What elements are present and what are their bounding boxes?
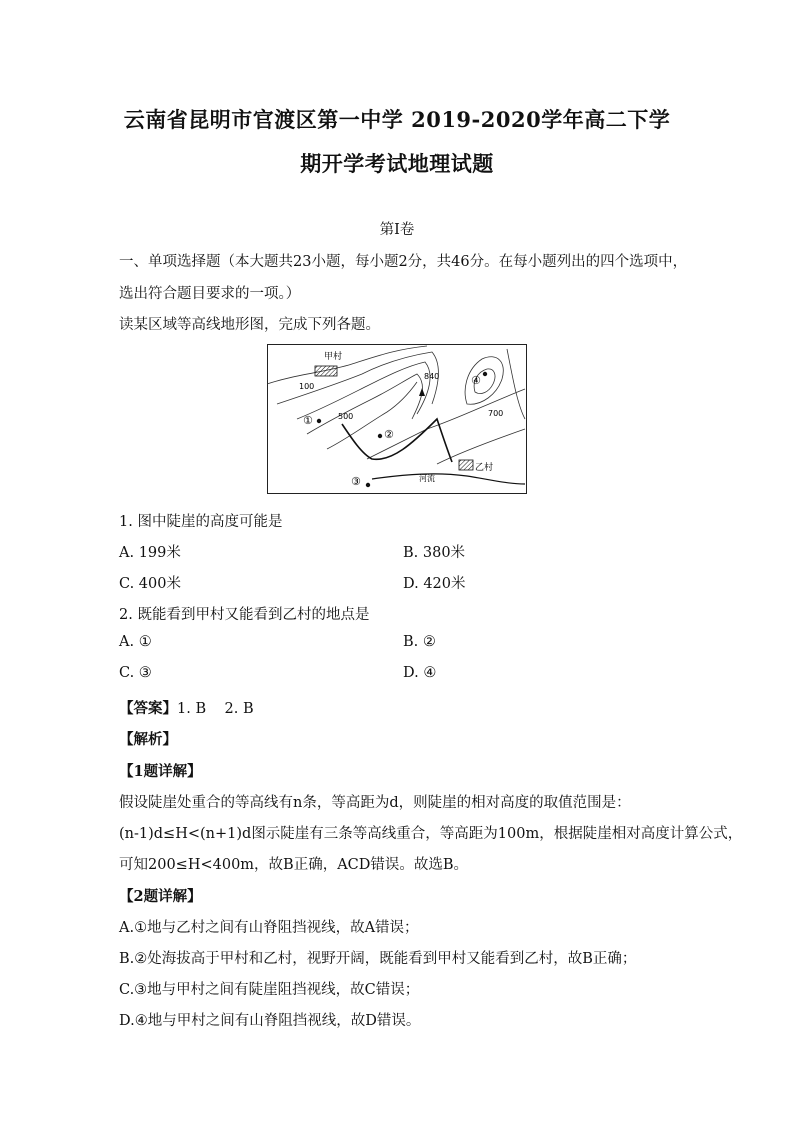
point-4-label: ④ bbox=[471, 374, 481, 387]
section-intro-line-2: 选出符合题目要求的一项。） bbox=[119, 286, 301, 302]
answer-row bbox=[119, 697, 254, 718]
q2-analysis-d: D.④地与甲村之间有山脊阻挡视线，故D错误。 bbox=[119, 1013, 421, 1029]
q1-analysis-line-1: 假设陡崖处重合的等高线有n条，等高距为d，则陡崖的相对高度的取值范围是： bbox=[119, 795, 631, 811]
q1-analysis-line-3: 可知200≤H<400m，故B正确，ACD错误。故选B。 bbox=[119, 857, 469, 873]
yi-village-label: 乙村 bbox=[475, 463, 494, 473]
yi-village-marker bbox=[459, 460, 473, 470]
volume-heading: 第Ⅰ卷 bbox=[379, 222, 415, 238]
jia-village-marker bbox=[315, 366, 337, 376]
question-2-stem: 2. 既能看到甲村又能看到乙村的地点是 bbox=[119, 607, 370, 623]
question-2-option-c[interactable]: C. ③ bbox=[119, 665, 152, 681]
question-1-option-d[interactable]: D. 420米 bbox=[403, 576, 466, 592]
question-2-option-a[interactable]: A. ① bbox=[119, 634, 152, 650]
answer-label: 【答案】 bbox=[119, 700, 177, 717]
q2-analysis-a: A.①地与乙村之间有山脊阻挡视线，故A错误； bbox=[119, 920, 419, 936]
analysis-label: 【解析】 bbox=[119, 731, 177, 748]
q2-analysis-b: B.②处海拔高于甲村和乙村，视野开阔，既能看到甲村又能看到乙村，故B正确； bbox=[119, 951, 637, 967]
contour-label-500: 500 bbox=[338, 412, 354, 421]
document-title-line-2: 期开学考试地理试题 bbox=[300, 151, 494, 176]
question-1-stem: 1. 图中陡崖的高度可能是 bbox=[119, 514, 283, 530]
point-4-dot bbox=[483, 372, 487, 376]
point-3-label: ③ bbox=[351, 475, 361, 488]
peak-elevation-label: 840 bbox=[424, 372, 440, 381]
contour-label-700: 700 bbox=[488, 409, 504, 418]
point-2-label: ② bbox=[384, 428, 394, 441]
jia-village-label: 甲村 bbox=[324, 352, 343, 362]
question-1-option-b[interactable]: B. 380米 bbox=[403, 545, 466, 561]
contour-map-figure bbox=[267, 344, 527, 494]
question-2-option-d[interactable]: D. ④ bbox=[403, 665, 437, 681]
question-1-option-a[interactable]: A. 199米 bbox=[119, 545, 181, 561]
document-title-line-1: 云南省昆明市官渡区第一中学 2019-2020学年高二下学 bbox=[123, 107, 671, 132]
contour-label-100: 100 bbox=[299, 382, 315, 391]
point-2-dot bbox=[378, 434, 382, 438]
q1-analysis-header: 【1题详解】 bbox=[119, 763, 202, 780]
question-1-option-c[interactable]: C. 400米 bbox=[119, 576, 181, 592]
read-map-instruction: 读某区域等高线地形图，完成下列各题。 bbox=[119, 317, 380, 333]
river-label: 河流 bbox=[419, 474, 435, 483]
question-2-option-b[interactable]: B. ② bbox=[403, 634, 436, 650]
point-3-dot bbox=[366, 483, 370, 487]
q2-analysis-header: 【2题详解】 bbox=[119, 888, 202, 905]
answer-text: 1. B 2. B bbox=[177, 701, 254, 717]
q1-analysis-line-2: (n-1)d≤H<(n+1)d图示陡崖有三条等高线重合，等高距为100m，根据陡崖相对高度计算公式， bbox=[119, 826, 743, 842]
point-1-dot bbox=[317, 419, 321, 423]
q2-analysis-c: C.③地与甲村之间有陡崖阻挡视线，故C错误； bbox=[119, 982, 420, 998]
section-intro-line-1: 一、单项选择题（本大题共23小题，每小题2分，共46分。在每小题列出的四个选项中， bbox=[119, 254, 688, 270]
point-1-label: ① bbox=[303, 414, 313, 427]
